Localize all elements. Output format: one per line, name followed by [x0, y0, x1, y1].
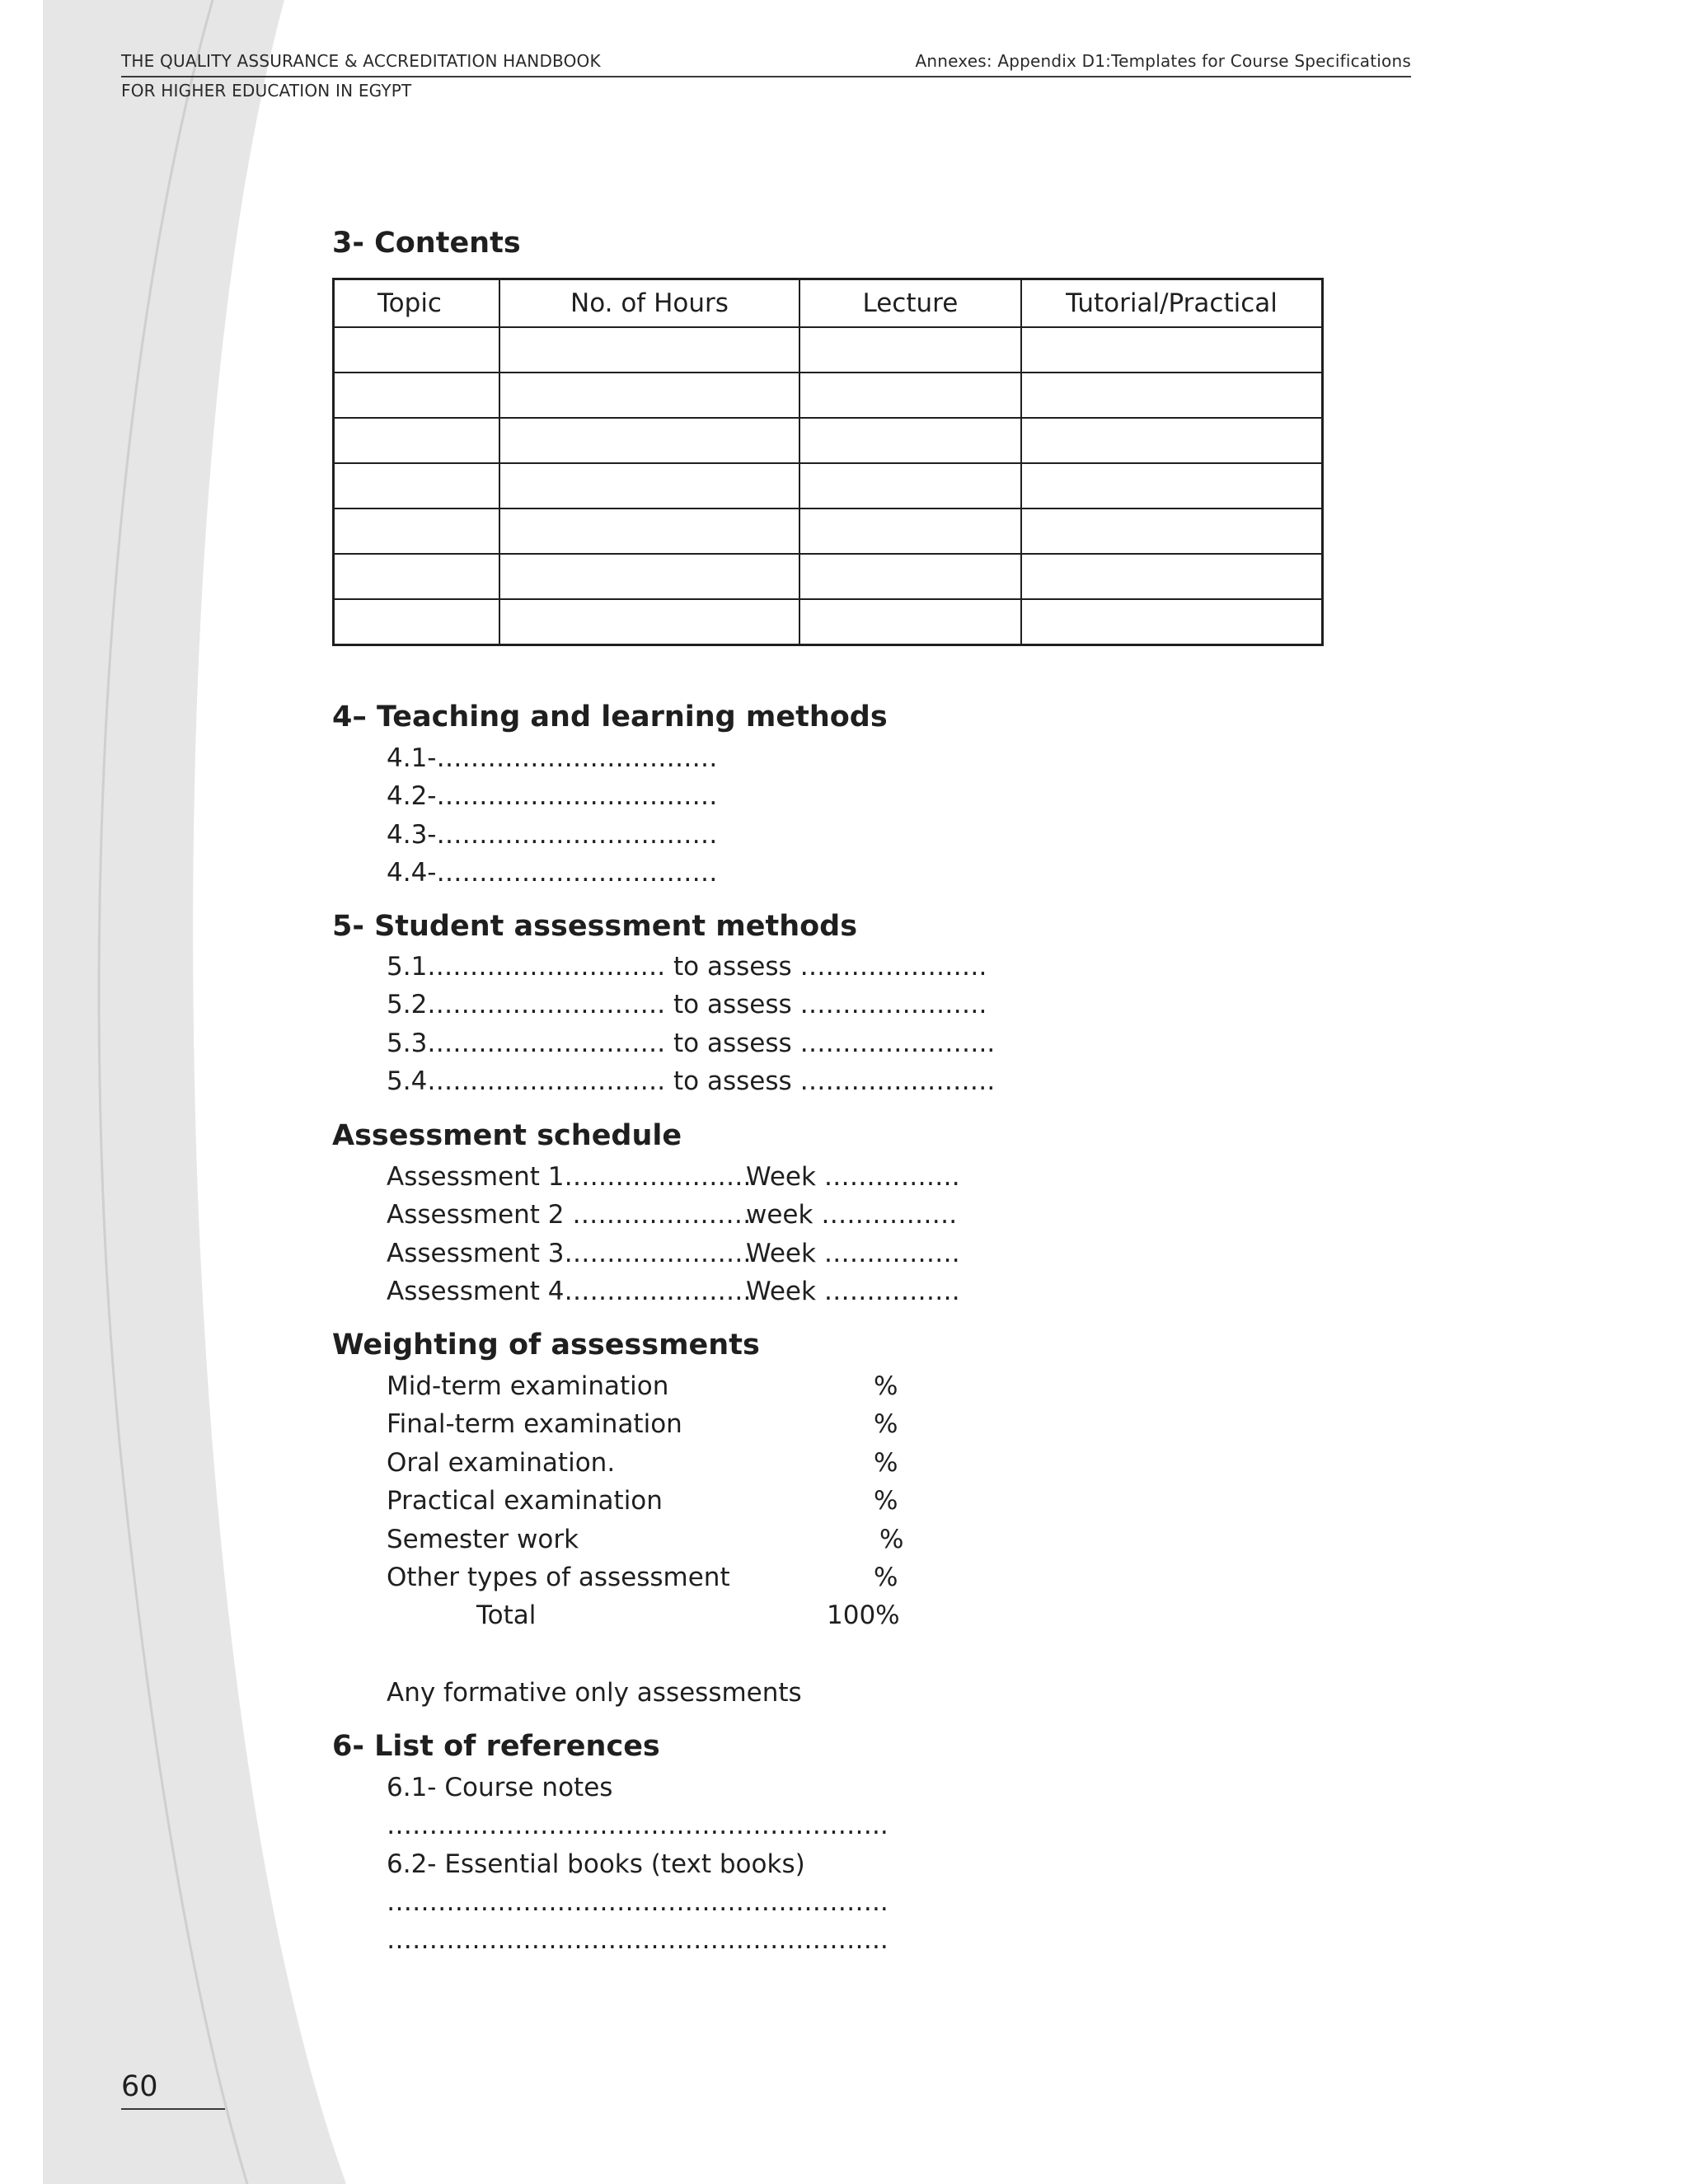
references-heading: 6- List of references [332, 1730, 660, 1763]
teaching-item: 4.2-…………………………… [387, 781, 718, 811]
table-cell[interactable] [1021, 599, 1323, 645]
assessment-method-item: 5.4………………………. to assess ………….………. [387, 1066, 996, 1096]
table-cell[interactable] [499, 418, 799, 463]
table-cell[interactable] [334, 373, 500, 418]
table-cell[interactable] [799, 463, 1021, 509]
schedule-week-label: week ……………. [746, 1200, 958, 1230]
table-row [334, 418, 1323, 463]
table-cell[interactable] [334, 599, 500, 645]
table-cell[interactable] [334, 327, 500, 373]
table-row [334, 509, 1323, 554]
table-cell[interactable] [799, 599, 1021, 645]
weighting-label: Mid-term examination [387, 1371, 669, 1401]
table-cell[interactable] [799, 509, 1021, 554]
weighting-total-label: Total [476, 1601, 537, 1630]
assessment-method-item: 5.1………………………. to assess …………………. [387, 952, 987, 982]
weighting-label: Final-term examination [387, 1409, 682, 1439]
schedule-assessment-label: Assessment 2 ………………… [387, 1200, 752, 1230]
table-row [334, 554, 1323, 599]
column-header-lecture: Lecture [799, 279, 1021, 328]
weighting-label: Practical examination [387, 1486, 663, 1516]
contents-heading: 3- Contents [332, 227, 521, 260]
table-cell[interactable] [334, 554, 500, 599]
table-cell[interactable] [499, 463, 799, 509]
header-section-title: Annexes: Appendix D1:Templates for Course Specifications [915, 51, 1411, 71]
table-row [334, 599, 1323, 645]
table-cell[interactable] [334, 509, 500, 554]
table-cell[interactable] [1021, 418, 1323, 463]
table-cell[interactable] [499, 327, 799, 373]
table-cell[interactable] [499, 554, 799, 599]
weighting-label: Semester work [387, 1525, 579, 1554]
weighting-value: % [874, 1448, 898, 1478]
schedule-heading: Assessment schedule [332, 1119, 682, 1152]
table-cell[interactable] [1021, 463, 1323, 509]
table-cell[interactable] [1021, 509, 1323, 554]
teaching-item: 4.3-…………………………… [387, 820, 718, 850]
header-rule [121, 76, 1411, 77]
weighting-value: % [874, 1409, 898, 1439]
column-header-hours: No. of Hours [499, 279, 799, 328]
weighting-label: Oral examination. [387, 1448, 616, 1478]
schedule-week-label: Week ……………. [746, 1162, 960, 1192]
teaching-heading: 4– Teaching and learning methods [332, 701, 888, 733]
table-cell[interactable] [499, 509, 799, 554]
table-row [334, 373, 1323, 418]
course-notes-blank: ………………………………………………….. [387, 1811, 889, 1840]
contents-table [332, 278, 1324, 646]
column-header-tutorial: Tutorial/Practical [1021, 279, 1323, 328]
assessment-methods-heading: 5- Student assessment methods [332, 910, 858, 943]
teaching-item: 4.1-…………………………… [387, 743, 718, 773]
table-cell[interactable] [1021, 327, 1323, 373]
schedule-assessment-label: Assessment 3…………………. [387, 1239, 752, 1268]
table-cell[interactable] [1021, 373, 1323, 418]
table-cell[interactable] [799, 373, 1021, 418]
essential-books-blank: ………………………………………………….. [387, 1887, 889, 1917]
header-title-line-1: THE QUALITY ASSURANCE & ACCREDITATION HANDBOOK [121, 51, 601, 71]
schedule-assessment-label: Assessment 4…………………. [387, 1277, 752, 1306]
weighting-value: % [874, 1486, 898, 1516]
column-header-topic: Topic [334, 279, 500, 328]
course-notes-label: 6.1- Course notes [387, 1773, 613, 1802]
header-title-line-2: FOR HIGHER EDUCATION IN EGYPT [121, 81, 412, 101]
table-header-row [334, 279, 1323, 328]
table-row [334, 327, 1323, 373]
schedule-assessment-label: Assessment 1…………………. [387, 1162, 752, 1192]
weighting-heading: Weighting of assessments [332, 1329, 760, 1361]
table-cell[interactable] [334, 463, 500, 509]
table-cell[interactable] [499, 373, 799, 418]
weighting-total-value: 100% [827, 1601, 900, 1630]
table-row [334, 463, 1323, 509]
assessment-method-item: 5.2………………………. to assess …………………. [387, 990, 987, 1019]
page-number-rule [121, 2108, 225, 2110]
weighting-value: % [874, 1371, 898, 1401]
schedule-week-label: Week ……………. [746, 1277, 960, 1306]
weighting-label: Other types of assessment [387, 1563, 730, 1592]
table-cell[interactable] [334, 418, 500, 463]
table-cell[interactable] [799, 554, 1021, 599]
schedule-week-label: Week ……………. [746, 1239, 960, 1268]
essential-books-blank: ………………………………………………….. [387, 1925, 889, 1955]
formative-note: Any formative only assessments [387, 1678, 802, 1708]
table-cell[interactable] [799, 418, 1021, 463]
table-cell[interactable] [799, 327, 1021, 373]
page-number: 60 [121, 2070, 158, 2103]
essential-books-label: 6.2- Essential books (text books) [387, 1849, 805, 1879]
teaching-item: 4.4-…………………………… [387, 858, 718, 888]
weighting-value: % [879, 1525, 904, 1554]
table-cell[interactable] [499, 599, 799, 645]
assessment-method-item: 5.3………………………. to assess ………………….. [387, 1029, 996, 1058]
weighting-value: % [874, 1563, 898, 1592]
table-cell[interactable] [1021, 554, 1323, 599]
